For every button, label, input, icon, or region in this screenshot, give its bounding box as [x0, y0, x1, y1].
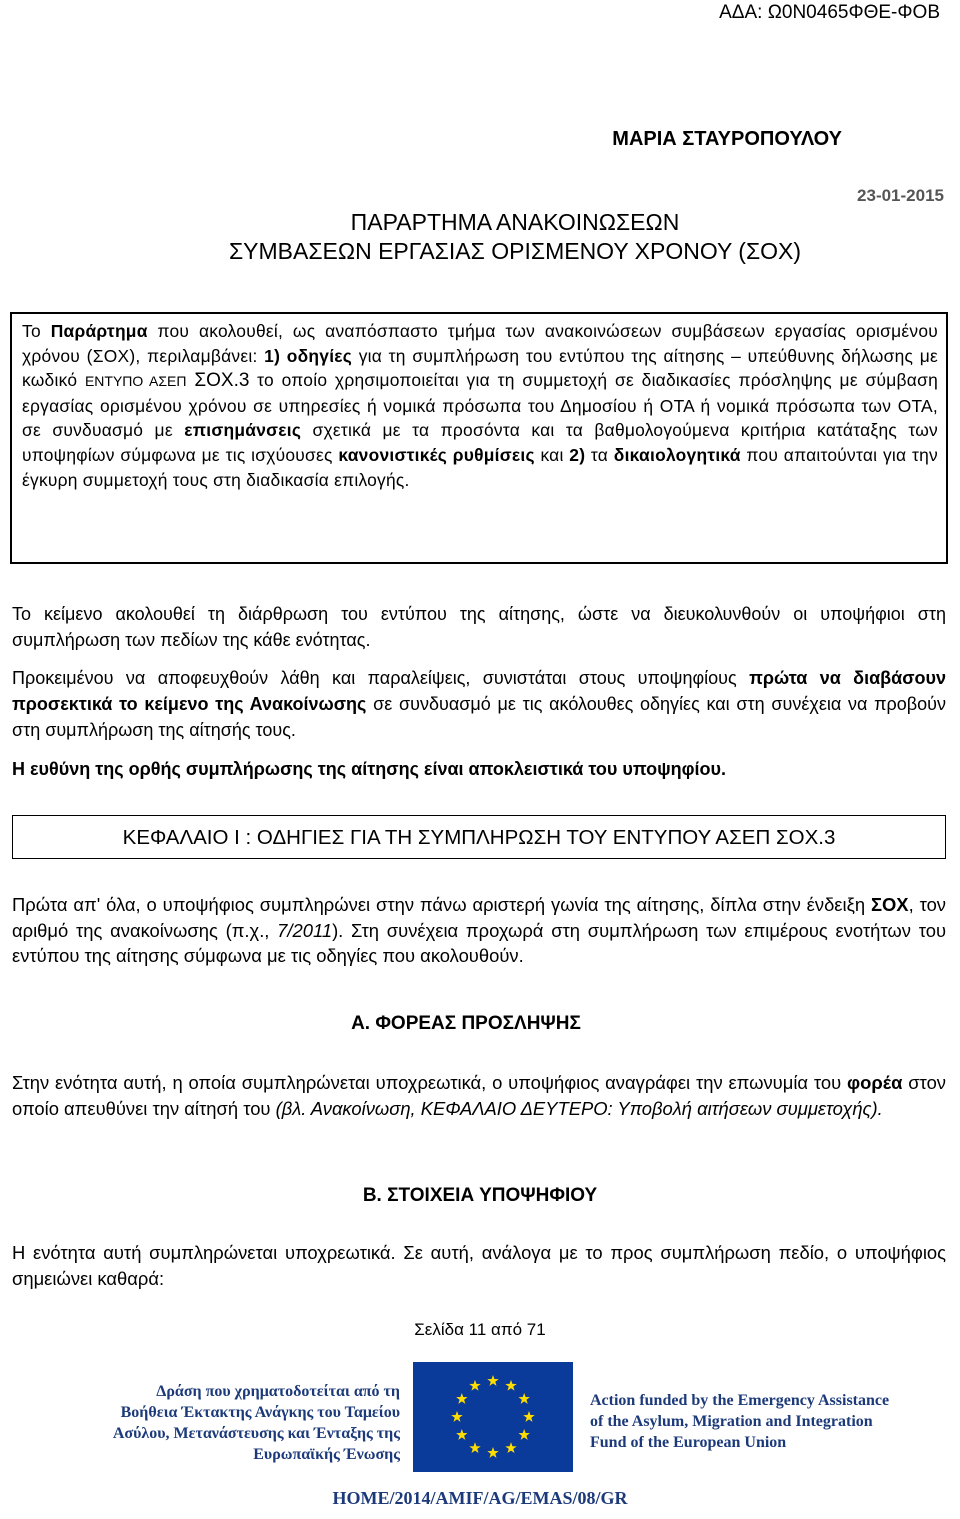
intro-bold: δικαιολογητικά	[613, 444, 741, 465]
funding-text-english: Action funded by the Emergency Assistance of the Asylum, Migration and Integration Fund of the European Union	[590, 1392, 890, 1451]
eu-star-icon	[523, 1411, 534, 1422]
eu-star-icon	[505, 1380, 516, 1391]
intro-text: τα	[585, 444, 614, 465]
intro-text: Το	[22, 321, 51, 341]
section-b-heading: Β. ΣΤΟΙΧΕΙΑ ΥΠΟΨΗΦΙΟΥ	[362, 1185, 598, 1206]
eu-star-icon	[487, 1447, 498, 1458]
intro-bold: Παράρτημα	[50, 321, 148, 341]
eu-star-icon	[518, 1429, 529, 1440]
eu-star-icon	[451, 1411, 462, 1422]
p5-text: στον οποίο απευθύνει την αίτησή του	[12, 1072, 946, 1119]
eu-flag-icon	[413, 1362, 573, 1472]
intro-box	[10, 312, 948, 564]
intro-bold: επισημάνσεις	[184, 420, 302, 441]
eu-star-icon	[456, 1429, 467, 1440]
form-code-small: ΕΝΤΥΠΟ ΑΣΕΠ	[84, 373, 187, 390]
intro-bold: 2)	[569, 444, 586, 465]
p5-bold: φορέα	[847, 1072, 903, 1093]
eu-flag-stars	[413, 1362, 573, 1472]
p4-text: , τον αριθμό της ανακοίνωσης (π.χ.,	[12, 894, 946, 941]
p4-bold: ΣΟΧ	[870, 894, 909, 915]
paragraph-advice	[12, 665, 946, 743]
intro-text: και	[534, 444, 570, 465]
p2-text: σε συνδυασμό με τις ακόλουθες οδηγίες και στη συνέχεια να προβούν στη συμπλήρωση της αίτησής τους.	[12, 694, 947, 740]
eu-star-icon	[518, 1393, 529, 1404]
intro-text: που ακολουθεί, ως αναπόσπαστο τμήμα των ανακοινώσεων συμβάσεων εργασίας ορισμένου χρόνου (ΣΟΧ), περιλαμβάνει:	[22, 321, 938, 366]
title-line-2: ΣΥΜΒΑΣΕΩΝ ΕΡΓΑΣΙΑΣ ΟΡΙΣΜΕΝΟΥ ΧΡΟΝΟΥ (ΣΟΧ)	[228, 238, 802, 264]
grant-reference: HOME/2014/AMIF/AG/EMAS/08/GR	[332, 1488, 628, 1508]
p5-text: Στην ενότητα αυτή, η οποία συμπληρώνεται υποχρεωτικά, ο υποψήφιος αναγράφει την επωνυμία του	[12, 1072, 847, 1093]
section-a-heading: Α. ΦΟΡΕΑΣ ΠΡΟΣΛΗΨΗΣ	[351, 1013, 581, 1034]
title-line-1: ΠΑΡΑΡΤΗΜΑ ΑΝΑΚΟΙΝΩΣΕΩΝ	[350, 209, 680, 235]
p4-text: ). Στη συνέχεια προχωρά στη συμπλήρωση των επιμέρους ενοτήτων του εντύπου της αίτησης σύμφωνα με τις οδηγίες που ακολουθούν.	[12, 919, 946, 967]
intro-bold: 1) οδηγίες	[264, 345, 353, 366]
paragraph-structure: Το κείμενο ακολουθεί τη διάρθρωση του εντύπου της αίτησης, ώστε να διευκολυνθούν οι υποψήφιοι στη συμπλήρωση των πεδίων της κάθε ενότητας.	[12, 604, 946, 650]
p5-italic: (βλ. Ανακοίνωση, ΚΕΦΑΛΑΙΟ ΔΕΥΤΕΡΟ: Υποβολή αιτήσεων συμμετοχής).	[275, 1097, 883, 1119]
p4-italic: 7/2011	[277, 919, 333, 941]
paragraph-first-steps	[12, 892, 946, 969]
document-title	[140, 208, 890, 266]
funding-text-greek: Δράση που χρηματοδοτείται από τη Βοήθεια Έκτακτης Ανάγκης του Ταμείου Ασύλου, Μετανάστευσης και Ένταξης της Ευρωπαϊκής Ένωσης	[112, 1383, 400, 1463]
paragraph-section-a	[12, 1070, 946, 1121]
intro-text: σχετικά με τα προσόντα και τα βαθμολογούμενα κριτήρια κατάταξης των υποψηφίων σύμφωνα με τις ισχύουσες	[22, 420, 939, 465]
ada-code: ΑΔΑ: Ω0Ν0465ΦΘΕ-ΦΟΒ	[719, 2, 940, 23]
author-name: ΜΑΡΙΑ ΣΤΑΥΡΟΠΟΥΛΟΥ	[612, 128, 842, 150]
intro-text: που απαιτούνται για την έγκυρη συμμετοχή τους στη διαδικασία επιλογής.	[22, 444, 938, 490]
p2-bold: πρώτα να διαβάσουν προσεκτικά το κείμενο της Ανακοίνωσης	[12, 668, 946, 714]
document-date: 23-01-2015	[857, 186, 944, 205]
eu-star-icon	[469, 1442, 480, 1453]
eu-star-icon	[469, 1380, 480, 1391]
chapter-heading: ΚΕΦΑΛΑΙΟ Ι : ΟΔΗΓΙΕΣ ΓΙΑ ΤΗ ΣΥΜΠΛΗΡΩΣΗ ΤΟΥ ΕΝΤΥΠΟΥ ΑΣΕΠ ΣΟΧ.3	[12, 815, 946, 859]
eu-star-icon	[505, 1442, 516, 1453]
eu-star-icon	[456, 1393, 467, 1404]
paragraph-section-b: Η ενότητα αυτή συμπληρώνεται υποχρεωτικά. Σε αυτή, ανάλογα με το προς συμπλήρωση πεδίο, ο υποψήφιος σημειώνει καθαρά:	[12, 1242, 946, 1289]
p4-text: Πρώτα απ' όλα, ο υποψήφιος συμπληρώνει στην πάνω αριστερή γωνία της αίτησης, δίπλα στην ένδειξη	[12, 894, 871, 915]
page-number: Σελίδα 11 από 71	[414, 1320, 546, 1339]
intro-bold: κανονιστικές ρυθμίσεις	[338, 444, 535, 465]
p2-text: Προκειμένου να αποφευχθούν λάθη και παραλείψεις, συνιστάται στους υποψηφίους	[12, 668, 750, 688]
intro-text: για τη συμπλήρωση του εντύπου της αίτησης – υπεύθυνης δήλωσης με κωδικό	[22, 345, 939, 391]
intro-text: το οποίο χρησιμοποιείται για τη συμμετοχή σε διαδικασίες πρόσληψης με σύμβαση εργασίας ορισμένου χρόνου σε υπηρεσίες ή νομικά πρόσωπα του Δημοσίου ή ΟΤΑ ή νομικά πρόσωπα των ΟΤΑ, σε συνδυασμό με	[22, 370, 938, 441]
paragraph-responsibility: Η ευθύνη της ορθής συμπλήρωσης της αίτησης είναι αποκλειστικά του υποψηφίου.	[12, 759, 726, 779]
eu-star-icon	[487, 1375, 498, 1386]
form-code-large: ΣΟΧ.3	[186, 370, 250, 392]
